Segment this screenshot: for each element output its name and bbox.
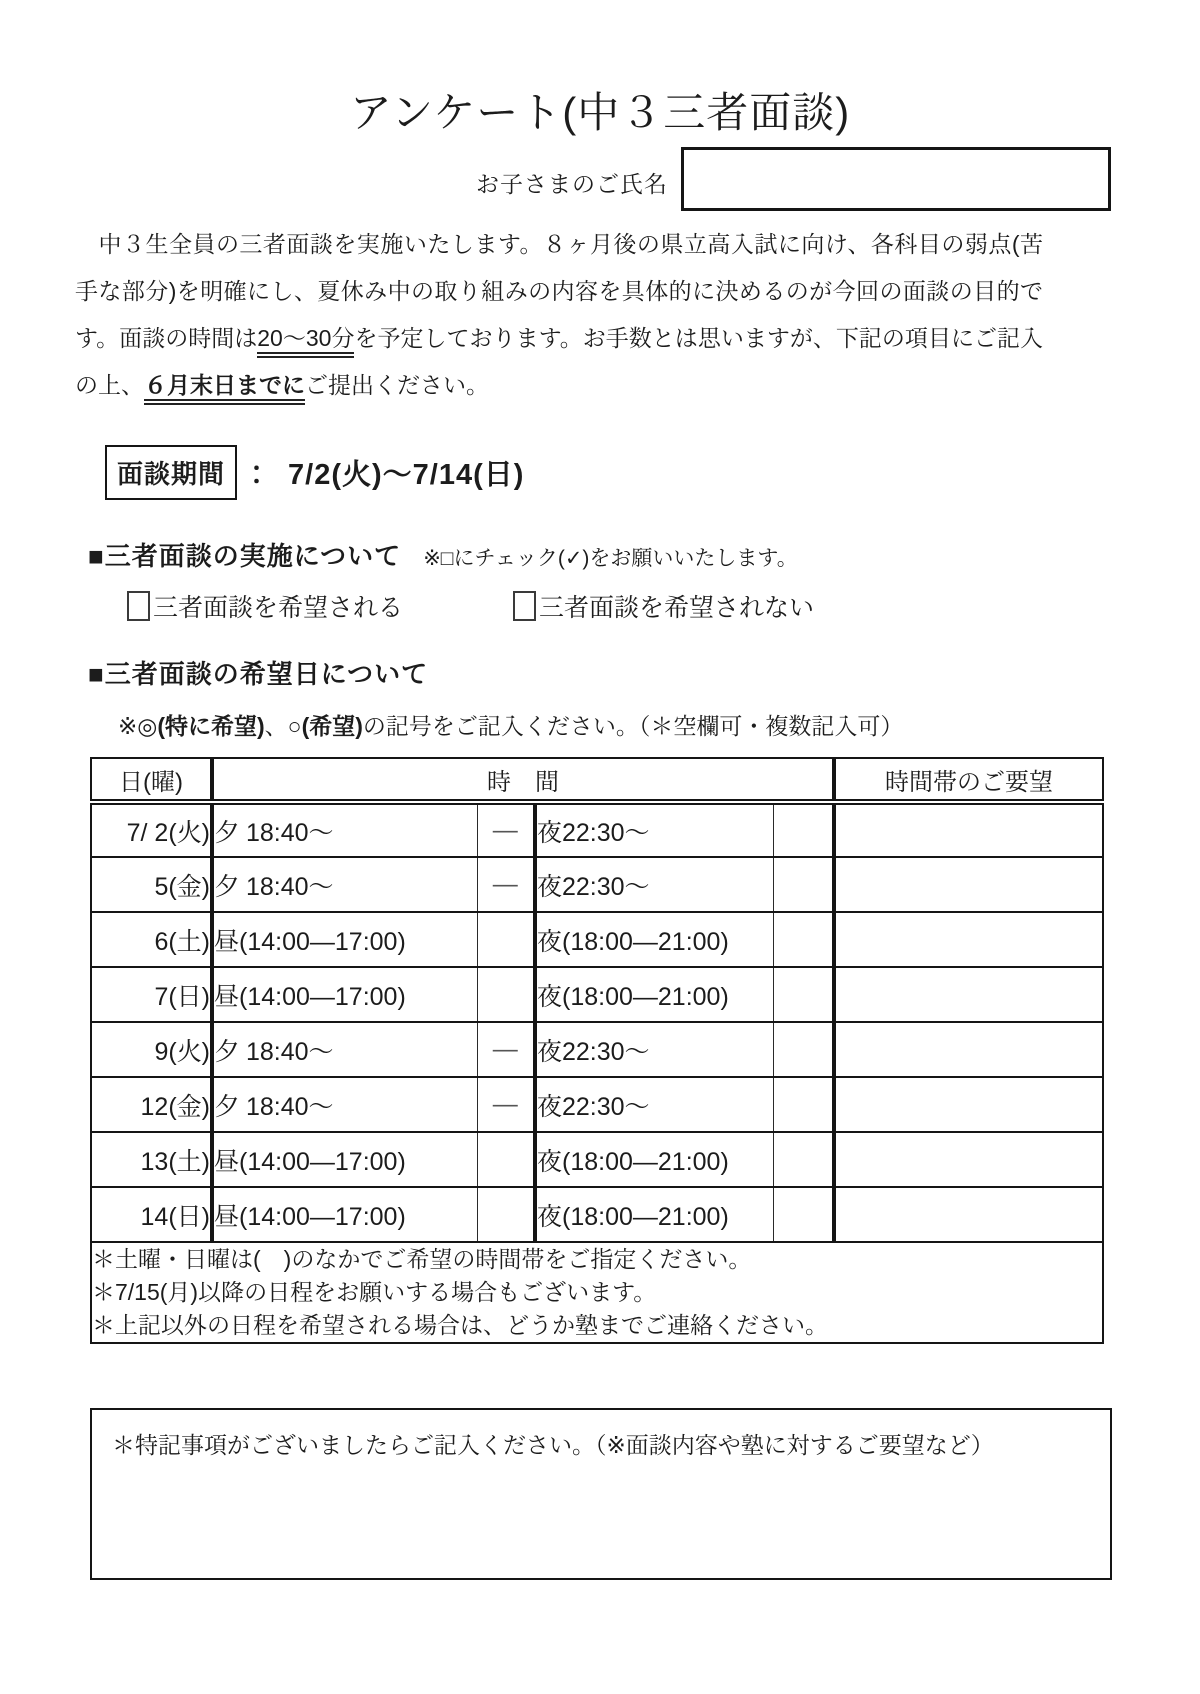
mark2-entry-cell[interactable] bbox=[773, 1022, 834, 1077]
date-cell: 5(金) bbox=[91, 857, 212, 912]
slot2-cell: 夜22:30～ bbox=[535, 802, 773, 857]
request-entry-cell[interactable] bbox=[834, 802, 1103, 857]
slot1-cell: 昼(14:00—17:00) bbox=[212, 1187, 477, 1242]
checkbox-attend-icon[interactable] bbox=[127, 591, 150, 621]
mark1-entry-cell[interactable] bbox=[477, 1187, 535, 1242]
slot1-cell: 昼(14:00—17:00) bbox=[212, 1132, 477, 1187]
remarks-label: ＊特記事項がございましたらご記入ください。（※面談内容や塾に対するご要望など） bbox=[112, 1432, 994, 1458]
schedule-heading: ■三者面談の希望日について bbox=[88, 659, 429, 689]
table-note-weekend: ＊土曜・日曜は( )のなかでご希望の時間帯をご指定ください。 bbox=[92, 1246, 752, 1272]
child-name-label: お子さまのご氏名 bbox=[476, 171, 668, 197]
mark1-entry-cell[interactable]: — bbox=[477, 1022, 535, 1077]
slot2-cell: 夜(18:00—21:00) bbox=[535, 1187, 773, 1242]
request-entry-cell[interactable] bbox=[834, 1132, 1103, 1187]
slot1-cell: 昼(14:00—17:00) bbox=[212, 967, 477, 1022]
schedule-row bbox=[91, 1022, 1103, 1077]
table-notes-cell bbox=[91, 1242, 1103, 1343]
sched-note-1: ※◎ bbox=[118, 713, 158, 739]
slot1-cell: 夕 18:40～ bbox=[212, 802, 477, 857]
schedule-row bbox=[91, 802, 1103, 857]
period-separator: ： bbox=[243, 460, 271, 490]
attendance-section-header bbox=[88, 536, 798, 573]
request-entry-cell[interactable] bbox=[834, 912, 1103, 967]
slot2-cell: 夜(18:00—21:00) bbox=[535, 1132, 773, 1187]
request-entry-cell[interactable] bbox=[834, 967, 1103, 1022]
mark1-entry-cell[interactable]: — bbox=[477, 1077, 535, 1132]
intro-paragraph bbox=[75, 221, 1043, 409]
slot2-cell: 夜22:30～ bbox=[535, 857, 773, 912]
intro-deadline-bold: ６月末日までに bbox=[144, 372, 305, 405]
mark2-entry-cell[interactable] bbox=[773, 967, 834, 1022]
request-entry-cell[interactable] bbox=[834, 1077, 1103, 1132]
checkbox-decline-icon[interactable] bbox=[513, 591, 536, 621]
mark2-entry-cell[interactable] bbox=[773, 1132, 834, 1187]
schedule-row bbox=[91, 912, 1103, 967]
schedule-table-header-row bbox=[91, 758, 1103, 802]
sched-note-5: の記号をご記入ください。（＊空欄可・複数記入可） bbox=[362, 713, 904, 739]
mark1-entry-cell[interactable] bbox=[477, 912, 535, 967]
col-header-request: 時間帯のご要望 bbox=[834, 758, 1103, 802]
slot2-cell: 夜(18:00—21:00) bbox=[535, 912, 773, 967]
mark1-entry-cell[interactable] bbox=[477, 1132, 535, 1187]
child-name-input-box[interactable] bbox=[681, 147, 1111, 211]
remarks-input-box[interactable] bbox=[90, 1408, 1112, 1580]
intro-text-2: を予定しております。お手数とは思いますが、下記の項目にご記入の上、 bbox=[75, 325, 1043, 398]
sched-note-3: 、○ bbox=[264, 713, 302, 739]
sched-note-2: (特に希望) bbox=[157, 713, 265, 739]
request-entry-cell[interactable] bbox=[834, 1187, 1103, 1242]
intro-duration-underlined: 20～30分 bbox=[257, 325, 354, 358]
slot1-cell: 昼(14:00—17:00) bbox=[212, 912, 477, 967]
intro-text-1: 中３生全員の三者面談を実施いたします。８ヶ月後の県立高入試に向け、各科目の弱点(苦手な部分)を明確にし、夏休み中の取り組みの内容を具体的に決めるのが今回の面談の目的です。面談の時間は bbox=[75, 231, 1043, 351]
slot1-cell: 夕 18:40～ bbox=[212, 1077, 477, 1132]
schedule-row bbox=[91, 967, 1103, 1022]
mark2-entry-cell[interactable] bbox=[773, 912, 834, 967]
date-cell: 7(日) bbox=[91, 967, 212, 1022]
date-cell: 13(土) bbox=[91, 1132, 212, 1187]
date-cell: 6(土) bbox=[91, 912, 212, 967]
slot2-cell: 夜22:30～ bbox=[535, 1022, 773, 1077]
date-cell: 14(日) bbox=[91, 1187, 212, 1242]
option-decline-interview[interactable] bbox=[513, 588, 814, 624]
schedule-row bbox=[91, 1187, 1103, 1242]
mark1-entry-cell[interactable]: — bbox=[477, 802, 535, 857]
slot2-cell: 夜22:30～ bbox=[535, 1077, 773, 1132]
col-header-date: 日(曜) bbox=[91, 758, 212, 802]
mark2-entry-cell[interactable] bbox=[773, 1187, 834, 1242]
option-decline-label: 三者面談を希望されない bbox=[539, 594, 815, 622]
sched-note-4: (希望) bbox=[301, 713, 363, 739]
schedule-section-header bbox=[88, 654, 428, 691]
interview-period-row bbox=[105, 445, 524, 500]
schedule-row bbox=[91, 1132, 1103, 1187]
slot2-cell: 夜(18:00—21:00) bbox=[535, 967, 773, 1022]
col-header-time: 時 間 bbox=[212, 758, 834, 802]
period-value: 7/2(火)～7/14(日) bbox=[288, 459, 525, 491]
mark2-entry-cell[interactable] bbox=[773, 802, 834, 857]
schedule-table-notes-row bbox=[91, 1242, 1103, 1343]
date-cell: 12(金) bbox=[91, 1077, 212, 1132]
schedule-marking-note bbox=[118, 708, 903, 741]
slot1-cell: 夕 18:40～ bbox=[212, 1022, 477, 1077]
schedule-row bbox=[91, 1077, 1103, 1132]
mark2-entry-cell[interactable] bbox=[773, 1077, 834, 1132]
table-note-later-dates: ＊7/15(月)以降の日程をお願いする場合もございます。 bbox=[92, 1279, 657, 1305]
request-entry-cell[interactable] bbox=[834, 857, 1103, 912]
mark2-entry-cell[interactable] bbox=[773, 857, 834, 912]
schedule-row bbox=[91, 857, 1103, 912]
date-cell: 7/ 2(火) bbox=[91, 802, 212, 857]
attendance-heading: ■三者面談の実施について bbox=[88, 541, 402, 571]
mark1-entry-cell[interactable] bbox=[477, 967, 535, 1022]
intro-text-3: ご提出ください。 bbox=[305, 372, 489, 398]
mark1-entry-cell[interactable]: — bbox=[477, 857, 535, 912]
schedule-table bbox=[90, 757, 1104, 1344]
page-title: アンケート(中３三者面談) bbox=[349, 89, 851, 136]
period-label-box: 面談期間 bbox=[105, 445, 237, 500]
attendance-check-note: ※□にチェック(✓)をお願いいたします。 bbox=[423, 547, 798, 570]
slot1-cell: 夕 18:40～ bbox=[212, 857, 477, 912]
date-cell: 9(火) bbox=[91, 1022, 212, 1077]
option-attend-label: 三者面談を希望される bbox=[153, 594, 404, 622]
table-note-contact: ＊上記以外の日程を希望される場合は、どうか塾までご連絡ください。 bbox=[92, 1312, 828, 1338]
request-entry-cell[interactable] bbox=[834, 1022, 1103, 1077]
option-attend-interview[interactable] bbox=[127, 588, 403, 624]
